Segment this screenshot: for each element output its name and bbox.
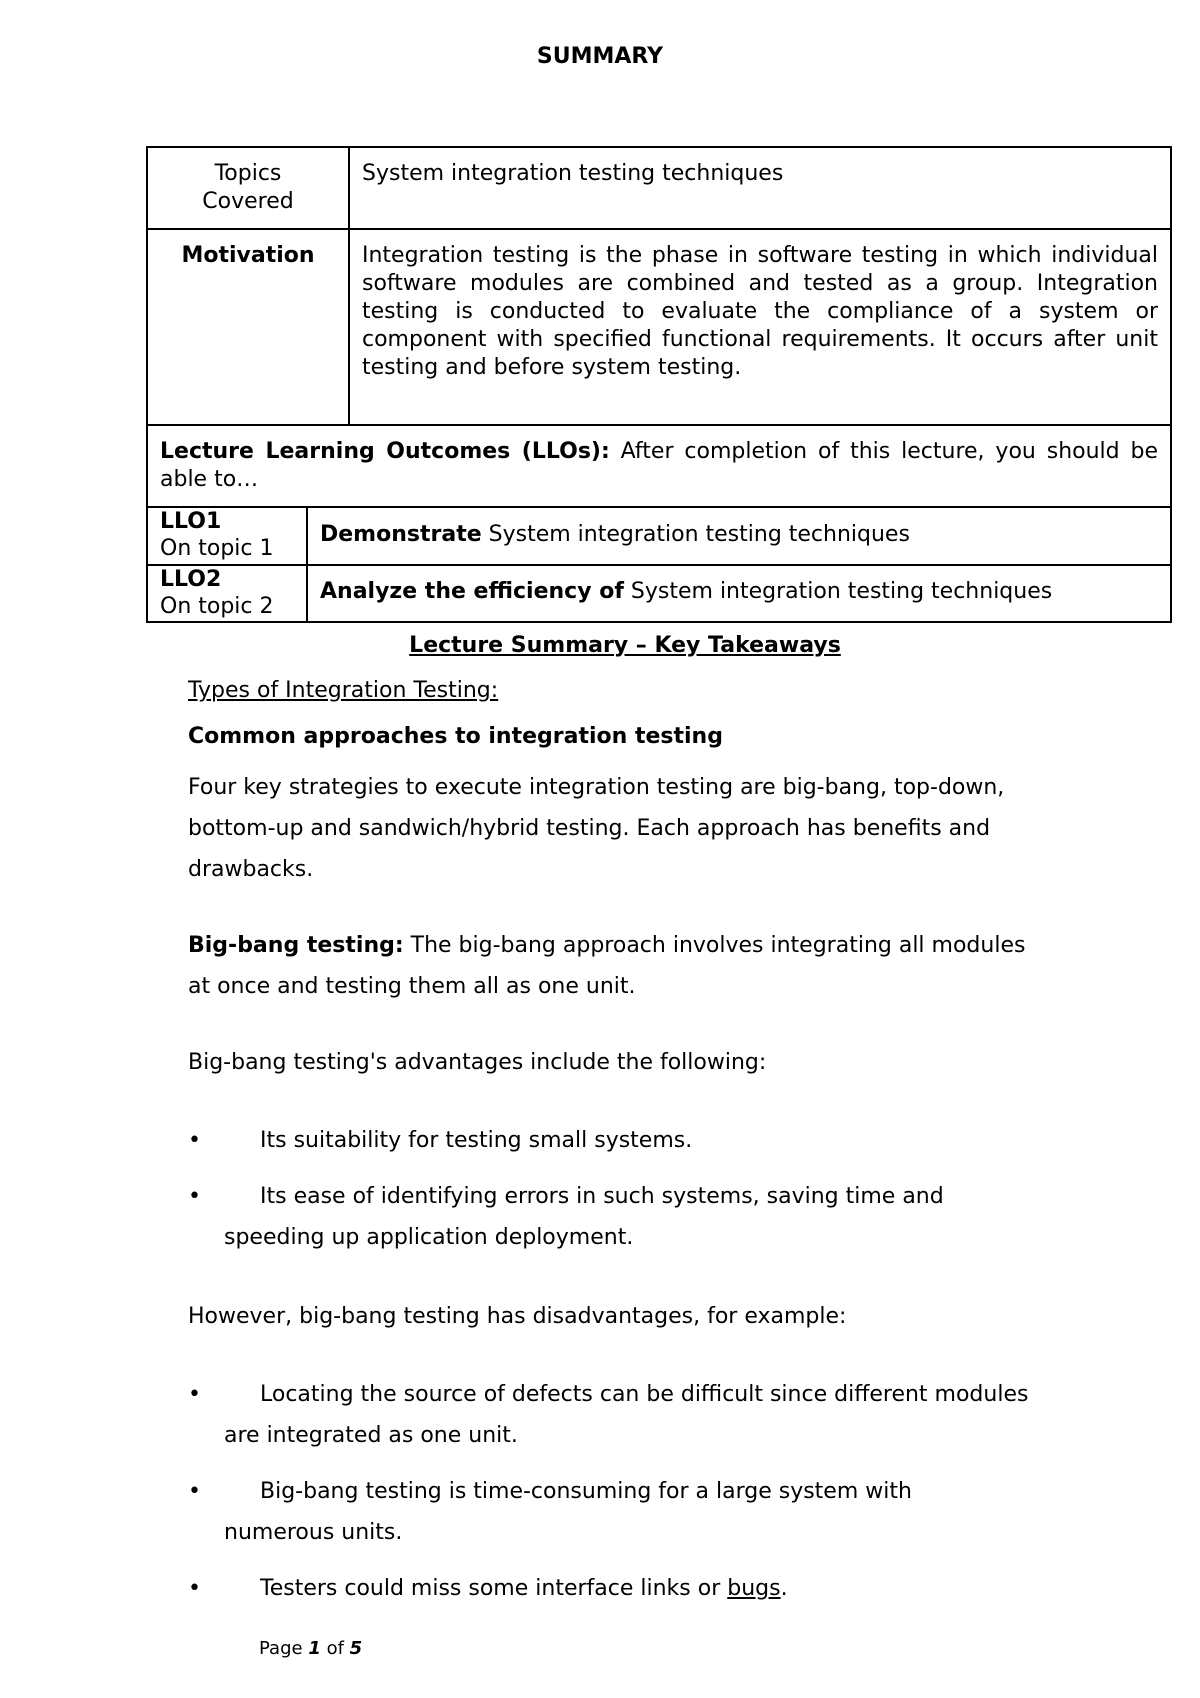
llo2-topic: On topic 2 — [160, 594, 274, 619]
lecture-summary-heading: Lecture Summary – Key Takeaways — [409, 633, 841, 658]
bullet-icon: • — [188, 1184, 201, 1209]
advantage-text: Its suitability for testing small systems. — [260, 1128, 693, 1153]
bigbang-text: The big-bang approach involves integrating all modules at once and testing them all as one unit. — [188, 933, 1026, 999]
llo2-text: System integration testing techniques — [623, 579, 1053, 604]
topics-covered-value: System integration testing techniques — [362, 161, 784, 186]
motivation-text: Integration testing is the phase in software testing in which individual software modules are combined and tested as a group. Integration testing is conducted to evaluate the compliance of a system or component with specified functional requirements. It occurs after unit testing and before system testing. — [362, 243, 1158, 380]
motivation-label: Motivation — [181, 243, 315, 268]
llo2-id: LLO2 — [160, 567, 222, 592]
advantages-intro: Big-bang testing's advantages include the following: — [188, 1050, 767, 1075]
types-heading: Types of Integration Testing: — [188, 678, 499, 703]
intro-paragraph: Four key strategies to execute integration testing are big-bang, top-down, bottom-up and sandwich/hybrid testing. Each approach has benefits and drawbacks. — [188, 775, 1005, 882]
bigbang-label: Big-bang testing: — [188, 933, 404, 958]
bigbang-paragraph — [188, 925, 1048, 1007]
page-label: Page — [259, 1638, 303, 1659]
summary-table — [146, 146, 1172, 623]
llo2-verb: Analyze the efficiency of — [320, 579, 624, 604]
llo2-id-cell — [160, 566, 310, 620]
llo1-id: LLO1 — [160, 509, 222, 534]
topics-covered-label — [148, 160, 348, 216]
disadvantages-intro: However, big-bang testing has disadvantages, for example: — [188, 1304, 847, 1329]
last-bullet-pre: Testers could miss some interface links or — [260, 1576, 728, 1601]
last-bullet-post: . — [780, 1576, 788, 1601]
page-total: 5 — [349, 1638, 363, 1659]
of-label: of — [326, 1638, 344, 1659]
advantage-text: Its ease of identifying errors in such systems, saving time and speeding up application deployment. — [224, 1184, 944, 1250]
topics-label-line2: Covered — [202, 189, 294, 214]
bullet-icon: • — [188, 1576, 201, 1601]
page-number: 1 — [308, 1638, 321, 1659]
llo1-topic: On topic 1 — [160, 536, 274, 561]
llo1-text: System integration testing techniques — [481, 522, 910, 547]
topics-label-line1: Topics — [214, 161, 282, 186]
llo1-outcome — [320, 521, 1160, 549]
table-divider — [148, 424, 1170, 426]
document-title: SUMMARY — [536, 44, 664, 69]
disadvantage-text — [224, 1568, 1084, 1609]
llo1-id-cell — [160, 508, 310, 562]
table-divider — [348, 148, 350, 426]
bullet-icon: • — [188, 1128, 201, 1153]
llo2-outcome — [320, 578, 1160, 606]
llo1-verb: Demonstrate — [320, 522, 482, 547]
llo-heading-label: Lecture Learning Outcomes (LLOs): — [160, 439, 610, 464]
disadvantage-text: Big-bang testing is time-consuming for a large system with numerous units. — [224, 1479, 912, 1545]
llo-heading-text: After completion of this lecture, you should be able to… — [160, 439, 1159, 492]
bullet-icon: • — [188, 1479, 201, 1504]
page-footer — [259, 1638, 362, 1659]
approaches-heading: Common approaches to integration testing — [188, 724, 723, 749]
llo-heading — [160, 438, 1158, 494]
table-divider — [148, 228, 1170, 230]
disadvantage-text: Locating the source of defects can be difficult since different modules are integrated as one unit. — [224, 1382, 1029, 1448]
bullet-icon: • — [188, 1382, 201, 1407]
bugs-link[interactable]: bugs — [727, 1576, 781, 1601]
